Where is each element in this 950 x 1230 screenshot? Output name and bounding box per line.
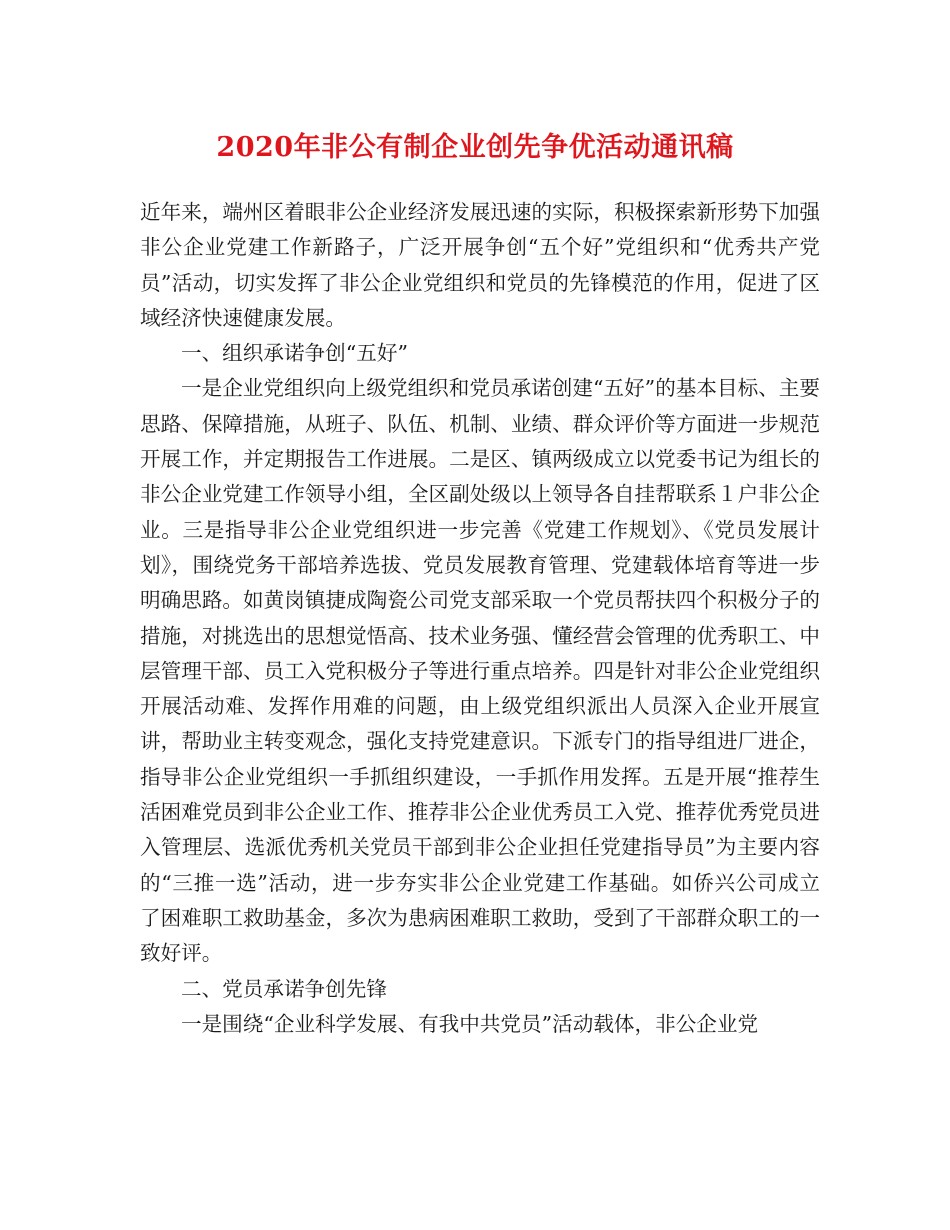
section-heading-2: 二、党员承诺争创先锋 [181, 976, 387, 1001]
section-heading-1: 一、组织承诺争创“五好” [181, 341, 408, 366]
document-body [140, 195, 820, 1042]
section-2-paragraph: 一是围绕“企业科学发展、有我中共党员”活动载体，非公企业党 [181, 1011, 759, 1036]
section-1-paragraph: 一是企业党组织向上级党组织和党员承诺创建“五好”的基本目标、主要思路、保障措施，从班子、队伍、机制、业绩、群众评价等方面进一步规范开展工作，并定期报告工作进展。二是区、镇两级成立以党委书记为组长的非公企业党建工作领导小组，全区副处级以上领导各自挂帮联系１户非公企业。三是指导非公企业党组织进一步完善《党建工作规划》、《党员发展计划》，围绕党务干部培养选拔、党员发展教育管理、党建载体培育等进一步明确思路。如黄岗镇捷成陶瓷公司党支部采取一个党员帮扶四个积极分子的措施，对挑选出的思想觉悟高、技术业务强、懂经营会管理的优秀职工、中层管理干部、员工入党积极分子等进行重点培养。四是针对非公企业党组织开展活动难、发挥作用难的问题，由上级党组织派出人员深入企业开展宣讲，帮助业主转变观念，强化支持党建意识。下派专门的指导组进厂进企，指导非公企业党组织一手抓组织建设，一手抓作用发挥。五是开展“推荐生活困难党员到非公企业工作、推荐非公企业优秀员工入党、推荐优秀党员进入管理层、选派优秀机关党员干部到非公企业担任党建指导员”为主要内容的“三推一选”活动，进一步夯实非公企业党建工作基础。如侨兴公司成立了困难职工救助基金，多次为患病困难职工救助，受到了干部群众职工的一致好评。 [140, 376, 820, 966]
document-title: 2020年非公有制企业创先争优活动通讯稿 [216, 132, 734, 163]
intro-paragraph: 近年来，端州区着眼非公企业经济发展迅速的实际，积极探索新形势下加强非公企业党建工作新路子，广泛开展争创“五个好”党组织和“优秀共产党员”活动，切实发挥了非公企业党组织和党员的先锋模范的作用，促进了区域经济快速健康发展。 [140, 200, 820, 330]
